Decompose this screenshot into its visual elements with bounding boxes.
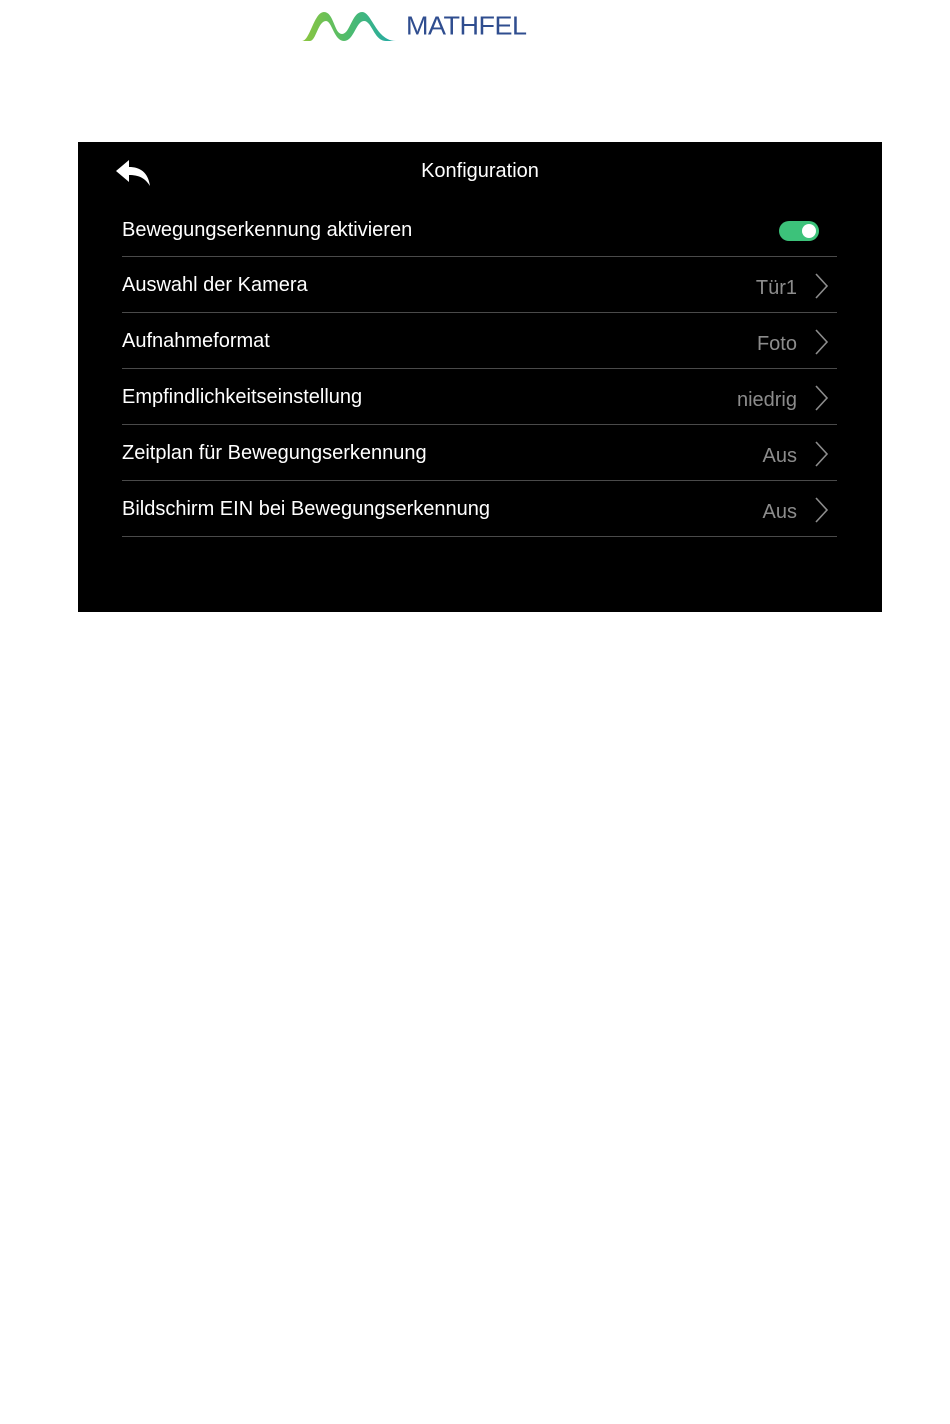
settings-row-schedule[interactable] (122, 425, 837, 481)
settings-row-sensitivity[interactable] (122, 369, 837, 425)
settings-list (122, 202, 837, 537)
settings-row-camera[interactable] (122, 257, 837, 313)
setting-label: Auswahl der Kamera (122, 274, 308, 296)
setting-value: niedrig (736, 389, 797, 411)
setting-label: Zeitplan für Bewegungserkennung (122, 442, 427, 464)
configuration-screen (78, 142, 882, 612)
chevron-right-icon (813, 272, 829, 300)
page-title: Konfiguration (421, 160, 539, 182)
setting-value: Aus (762, 501, 797, 523)
mathfel-wave-logo-icon (300, 8, 398, 44)
chevron-right-icon (813, 496, 829, 524)
chevron-right-icon (813, 384, 829, 412)
settings-row-recording-format[interactable] (122, 313, 837, 369)
setting-value: Aus (762, 445, 797, 467)
motion-detection-label: Bewegungserkennung aktivieren (122, 219, 413, 241)
setting-label: Empfindlichkeitseinstellung (122, 386, 363, 408)
setting-value: Foto (756, 333, 797, 355)
setting-label: Aufnahmeformat (122, 330, 270, 352)
setting-label: Bildschirm EIN bei Bewegungserkennung (122, 498, 490, 520)
brand-name: MATHFEL (406, 11, 527, 41)
motion-detection-toggle[interactable] (779, 221, 819, 241)
motion-detection-row[interactable] (122, 202, 837, 257)
setting-value: Tür1 (755, 277, 797, 299)
settings-row-screen-on[interactable] (122, 481, 837, 537)
chevron-right-icon (813, 440, 829, 468)
brand-logo (300, 6, 527, 46)
toggle-knob (802, 224, 816, 238)
chevron-right-icon (813, 328, 829, 356)
